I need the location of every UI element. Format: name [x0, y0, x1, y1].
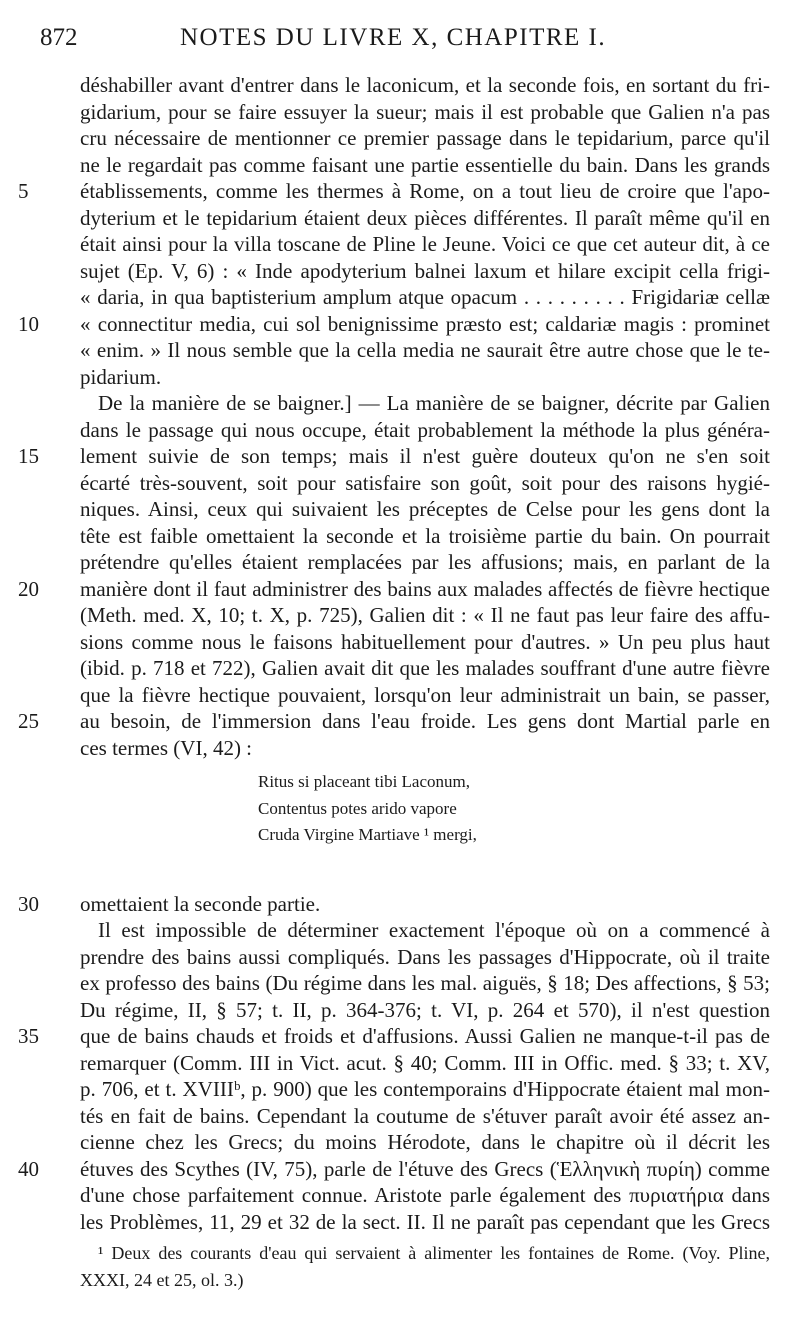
line-text: (Meth. med. X, 10; t. X, p. 725), Galien dit : « Il ne faut pas leur faire des affu-	[80, 603, 770, 627]
text-line	[18, 443, 770, 470]
text-line	[80, 125, 770, 152]
text-line	[80, 523, 770, 550]
text-line	[80, 1103, 770, 1130]
text-line	[80, 682, 770, 709]
text-line	[80, 364, 770, 391]
line-text: que de bains chauds et froids et d'affusions. Aussi Galien ne manque-t-il pas de	[80, 1024, 770, 1048]
text-line	[18, 1156, 770, 1183]
line-text: lement suivie de son temps; mais il n'est guère douteux qu'on ne s'en soit	[80, 444, 770, 468]
text-line	[80, 1267, 770, 1294]
text-line	[18, 891, 770, 918]
text-line	[80, 337, 770, 364]
verse-text: Cruda Virgine Martiave ¹ mergi,	[258, 825, 477, 844]
line-text: les Problèmes, 11, 29 et 32 de la sect. II. Il ne paraît pas cependant que les Grecs	[80, 1209, 770, 1234]
running-title: NOTES DU LIVRE X, CHAPITRE I.	[180, 24, 607, 51]
text-line	[80, 72, 770, 99]
verse-line	[80, 796, 770, 823]
line-text: ne le regardait pas comme faisant une partie essentielle du bain. Dans les grands	[80, 152, 770, 177]
text-line	[80, 629, 770, 656]
verse-line	[80, 822, 770, 849]
text-line	[18, 311, 770, 338]
footnote	[80, 1240, 770, 1294]
text-line	[80, 944, 770, 971]
line-text: Du régime, II, § 57; t. II, p. 364-376; t. VI, p. 264 et 570), il n'est question	[80, 997, 770, 1022]
text-line	[80, 470, 770, 497]
text-line	[80, 496, 770, 523]
text-line	[80, 284, 770, 311]
text-line	[80, 258, 770, 285]
line-text: De la manière de se baigner.] — La manière de se baigner, décrite par Galien	[98, 391, 770, 415]
text-line	[80, 231, 770, 258]
verse-text: Contentus potes arido vapore	[258, 798, 457, 818]
line-text: tête est faible omettaient la seconde et la troisième partie du bain. On pourrait	[80, 523, 770, 548]
line-text: XXXI, 24 et 25, ol. 3.)	[80, 1270, 244, 1290]
text-line	[80, 390, 770, 417]
line-text: déshabiller avant d'entrer dans le laconicum, et la seconde fois, en sortant du fri-	[80, 73, 770, 97]
line-number: 35	[18, 1024, 39, 1048]
line-text: prétendre qu'elles étaient remplacées par les affusions; mais, en parlant de la	[80, 550, 770, 574]
line-text: « connectitur media, cui sol benignissime præsto est; caldariæ magis : prominet	[80, 311, 770, 336]
text-line	[80, 602, 770, 629]
line-text: manière dont il faut administrer des bains aux malades affectés de fièvre hectique	[80, 576, 770, 601]
text-line	[80, 1209, 770, 1236]
spacer	[80, 761, 770, 769]
text-line	[80, 917, 770, 944]
line-number: 20	[18, 576, 39, 601]
text-line	[18, 1023, 770, 1050]
text-line	[80, 152, 770, 179]
text-line	[80, 205, 770, 232]
line-number: 25	[18, 709, 39, 733]
line-text: prendre des bains aussi compliqués. Dans les passages d'Hippocrate, où il traite	[80, 944, 770, 969]
line-number: 10	[18, 311, 39, 336]
spacer	[80, 849, 770, 891]
text-line	[80, 735, 770, 762]
text-line	[80, 655, 770, 682]
line-text: était ainsi pour la villa toscane de Pline le Jeune. Voici ce que cet auteur dit, à ce	[80, 232, 770, 256]
line-text: remarquer (Comm. III in Vict. acut. § 40; Comm. III in Offic. med. § 33; t. XV,	[80, 1050, 770, 1075]
line-number: 30	[18, 891, 39, 916]
line-text: « daria, in qua baptisterium amplum atque opacum . . . . . . . . . Frigidariæ cellæ	[80, 285, 770, 309]
line-text: écarté très-souvent, soit pour satisfaire son goût, soit pour des raisons hygié-	[80, 470, 770, 495]
text-line	[80, 1050, 770, 1077]
line-text: étuves des Scythes (IV, 75), parle de l'étuve des Grecs (Ἑλληνικὴ πυρίη) comme	[80, 1156, 770, 1181]
line-text: que la fièvre hectique pouvaient, lorsqu'on leur administrait un bain, se passer,	[80, 682, 770, 707]
line-text: d'une chose parfaitement connue. Aristote parle également des πυριατήρια dans	[80, 1183, 770, 1207]
text-line	[80, 1076, 770, 1103]
line-text: dyterium et le tepidarium étaient deux pièces différentes. Il paraît même qu'il en	[80, 205, 770, 230]
verse-text: Ritus si placeant tibi Laconum,	[258, 772, 470, 791]
text-line	[18, 708, 770, 735]
line-text: dans le passage qui nous occupe, était probablement la méthode la plus généra-	[80, 417, 770, 442]
text-line	[80, 417, 770, 444]
verse-line	[80, 769, 770, 796]
line-text: sujet (Ep. V, 6) : « Inde apodyterium balnei laxum et hilare excipit cella frigi-	[80, 258, 770, 283]
text-line	[18, 178, 770, 205]
page-body	[18, 72, 770, 1235]
line-text: ¹ Deux des courants d'eau qui servaient à alimenter les fontaines de Rome. (Voy. Pline,	[98, 1243, 770, 1263]
text-line	[80, 1240, 770, 1267]
text-line	[80, 99, 770, 126]
text-line	[80, 549, 770, 576]
line-text: cru nécessaire de mentionner ce premier passage dans le tepidarium, parce qu'il	[80, 126, 770, 150]
line-text: tés en fait de bains. Cependant la coutume de s'étuver paraît avoir été assez an-	[80, 1103, 770, 1128]
line-text: niques. Ainsi, ceux qui suivaient les préceptes de Celse pour les gens dont la	[80, 497, 770, 521]
line-number: 5	[18, 179, 29, 203]
line-text: Il est impossible de déterminer exactement l'époque où on a commencé à	[98, 918, 770, 942]
page-number: 872	[40, 24, 78, 51]
line-text: « enim. » Il nous semble que la cella media ne saurait être autre chose que le te-	[80, 338, 770, 362]
line-text: gidarium, pour se faire essuyer la sueur; mais il est probable que Galien n'a pas	[80, 99, 770, 124]
text-line	[80, 1182, 770, 1209]
line-text: ces termes (VI, 42) :	[80, 735, 253, 760]
line-text: p. 706, et t. XVIIIᵇ, p. 900) que les contemporains d'Hippocrate étaient mal mon-	[80, 1077, 770, 1101]
text-line	[80, 1129, 770, 1156]
line-text: sions comme nous le faisons habituellement pour d'autres. » Un peu plus haut	[80, 629, 770, 654]
line-text: établissements, comme les thermes à Rome, on a tout lieu de croire que l'apo-	[80, 179, 770, 203]
line-number: 40	[18, 1156, 39, 1181]
line-text: (ibid. p. 718 et 722), Galien avait dit que les malades souffrant d'une autre fièvre	[80, 656, 770, 680]
line-text: omettaient la seconde partie.	[80, 891, 321, 916]
text-line	[18, 576, 770, 603]
text-line	[80, 997, 770, 1024]
line-text: ex professo des bains (Du régime dans les mal. aiguës, § 18; Des affections, § 53;	[80, 971, 770, 995]
line-text: pidarium.	[80, 364, 162, 389]
text-line	[80, 970, 770, 997]
page-header	[40, 24, 760, 58]
line-text: cienne chez les Grecs; du moins Hérodote, dans le chapitre où il décrit les	[80, 1130, 770, 1154]
line-number: 15	[18, 444, 39, 468]
line-text: au besoin, de l'immersion dans l'eau froide. Les gens dont Martial parle en	[80, 709, 770, 733]
